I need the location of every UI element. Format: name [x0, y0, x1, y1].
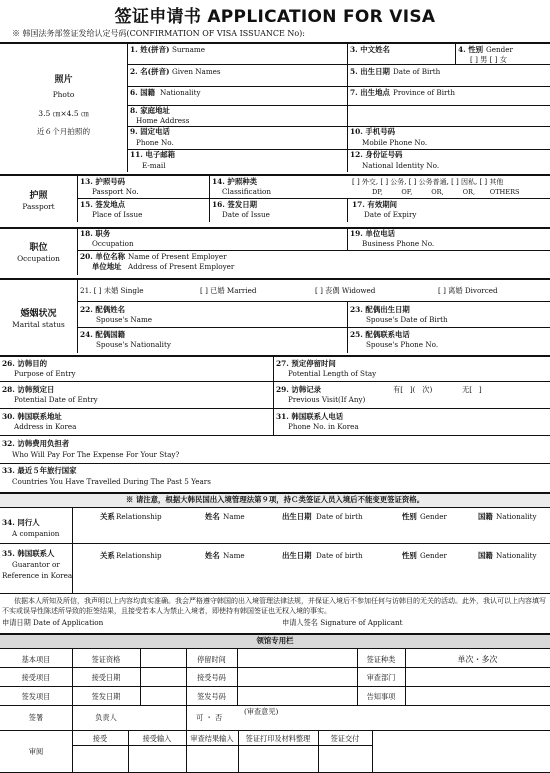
- issue-place-label: 15. 签发地点: [80, 200, 125, 209]
- c-review-dept: 审查部门: [366, 673, 396, 682]
- phone-label-en: Phone No.: [136, 138, 174, 147]
- length-of-stay-label-en: Potential Length of Stay: [288, 369, 377, 378]
- c-receive: 接受: [92, 734, 108, 743]
- c-accept-date: 接受日期: [91, 673, 121, 682]
- id-number-label: 12. 身份证号码: [350, 150, 403, 159]
- g-name-cn: 姓名: [205, 551, 220, 560]
- korea-address-label-en: Address in Korea: [14, 422, 77, 431]
- employer-address-label: 单位地址: [92, 262, 122, 271]
- c-gender-cn: 性别: [402, 512, 417, 521]
- c-basic-item: 基本项目: [21, 655, 51, 664]
- home-address-label-en: Home Address: [136, 116, 190, 125]
- expiry-label-en: Date of Expiry: [364, 210, 417, 219]
- business-phone-label-en: Business Phone No.: [362, 239, 435, 248]
- c-name-en: Name: [223, 512, 245, 521]
- c-approve[interactable]: 可 ・ 否: [196, 713, 223, 722]
- passport-type-label-en: Classification: [222, 187, 272, 196]
- issue-place-label-en: Place of Issue: [92, 210, 143, 219]
- previous-visit-options[interactable]: 有[ ]( 次) 无[ ]: [393, 385, 482, 394]
- c-name-cn: 姓名: [205, 512, 220, 521]
- marital-single-option[interactable]: 21. [ ] 未婚 Single: [80, 286, 144, 295]
- passport-number-label: 13. 护照号码: [80, 177, 125, 186]
- expiry-label: 17. 有效期间: [352, 200, 397, 209]
- g-rel-cn: 关系: [100, 551, 115, 560]
- c-issue-item: 签发项目: [21, 692, 51, 701]
- birth-place-label-en: Province of Birth: [393, 88, 455, 97]
- marital-divorced-option[interactable]: [ ] 离婚 Divorced: [438, 286, 498, 295]
- c-responsible: 负责人: [95, 713, 117, 722]
- spouse-name-label-en: Spouse's Name: [96, 315, 153, 324]
- chinese-name-label: 3. 中文姓名: [350, 45, 390, 54]
- photo-size: 3.5 ㎝×4.5 ㎝: [38, 109, 89, 118]
- g-nat-cn: 国籍: [478, 551, 493, 560]
- guarantor-label: 35. 韩国联系人: [2, 549, 55, 558]
- guarantor-label-en2: Reference in Korea: [2, 571, 73, 580]
- g-dob-cn: 出生日期: [282, 551, 312, 560]
- spouse-nationality-label: 24. 配偶国籍: [80, 330, 125, 339]
- c-rel-cn: 关系: [100, 512, 115, 521]
- employer-name-label-en: Name of Present Employer: [128, 252, 227, 261]
- passport-section-cn: 护照: [29, 191, 48, 201]
- passport-type-codes: DP, OF, OR, OR, OTHERS: [372, 188, 520, 196]
- korea-phone-label-en: Phone No. in Korea: [288, 422, 359, 431]
- c-stay-period: 停留时间: [197, 655, 226, 664]
- phone-label: 9. 固定电话: [130, 127, 170, 136]
- issue-date-label: 16. 签发日期: [212, 200, 257, 209]
- spouse-phone-label-en: Spouse's Phone No.: [366, 340, 439, 349]
- application-date-label: 申请日期 Date of Application: [2, 618, 104, 627]
- issue-date-label-en: Date of Issue: [222, 210, 270, 219]
- spouse-nationality-label-en: Spouse's Nationality: [96, 340, 171, 349]
- photo-label-en: Photo: [52, 90, 75, 99]
- birth-place-label: 7. 出生地点: [350, 88, 390, 97]
- gender-label-en: Gender: [486, 45, 513, 54]
- c-review: 审阅: [28, 747, 44, 756]
- applicant-signature-label: 申请人签名 Signature of Applicant: [282, 618, 403, 627]
- c-nat-en: Nationality: [496, 512, 537, 521]
- marital-section-en: Marital status: [12, 320, 65, 329]
- marital-married-option[interactable]: [ ] 已婚 Married: [200, 286, 257, 295]
- given-names-label-en: Given Names: [172, 67, 221, 76]
- passport-section-en: Passport: [22, 202, 55, 211]
- gender-label: 4. 性别: [458, 45, 484, 54]
- home-address-label: 8. 家庭地址: [130, 106, 170, 115]
- g-gender-cn: 性别: [402, 551, 417, 560]
- previous-visit-label-en: Previous Visit(If Any): [288, 395, 366, 404]
- c-accept-no: 接受号码: [197, 673, 226, 682]
- g-nat-en: Nationality: [496, 551, 537, 560]
- c-notice-items: 告知事项: [366, 692, 396, 701]
- c-dob-en: Date of birth: [316, 512, 363, 521]
- mobile-label: 10. 手机号码: [350, 127, 395, 136]
- c-visa-type: 签证种类: [366, 655, 396, 664]
- given-names-label: 2. 名(拼音): [130, 67, 170, 76]
- page-title: 签证申请书 APPLICATION FOR VISA: [114, 7, 436, 27]
- employer-name-label: 20. 单位名称: [80, 252, 125, 261]
- c-issue-no: 签发号码: [197, 692, 226, 701]
- c-rel-en: Relationship: [116, 512, 162, 521]
- surname-label: 1. 姓(拼音): [130, 45, 170, 54]
- companion-label-en: A companion: [12, 529, 60, 538]
- c-nat-cn: 国籍: [478, 512, 493, 521]
- nationality-label-en: Nationality: [160, 88, 201, 97]
- spouse-dob-label-en: Spouse's Date of Birth: [366, 315, 448, 324]
- entry-date-label: 28. 访韩预定日: [2, 385, 55, 394]
- c-visa-print: 签证打印及材料整理: [245, 734, 311, 743]
- birth-date-label-en: Date of Birth: [393, 67, 441, 76]
- c-dob-cn: 出生日期: [282, 512, 312, 521]
- companion-label: 34. 同行人: [2, 518, 40, 527]
- korea-phone-label: 31. 韩国联系人电话: [276, 412, 344, 421]
- korea-address-label: 30. 韩国联系地址: [2, 412, 62, 421]
- spouse-name-label: 22. 配偶姓名: [80, 305, 125, 314]
- photo-label-cn: 照片: [54, 75, 73, 85]
- previous-visit-label: 29. 访韩记录: [276, 385, 321, 394]
- purpose-label: 26. 访韩目的: [2, 359, 47, 368]
- spouse-dob-label: 23. 配偶出生日期: [350, 305, 410, 314]
- email-label: 11. 电子邮箱: [130, 150, 175, 159]
- birth-date-label: 5. 出生日期: [350, 67, 390, 76]
- occupation-section-en: Occupation: [17, 254, 60, 263]
- length-of-stay-label: 27. 预定停留时间: [276, 359, 336, 368]
- gender-options[interactable]: [ ] 男 [ ] 女: [470, 55, 508, 64]
- employer-address-label-en: Address of Present Employer: [128, 262, 235, 271]
- guarantor-label-en1: Guarantor or: [12, 560, 60, 569]
- travel-history-label: 33. 最近５年旅行国家: [2, 466, 77, 475]
- c-issue-date: 签发日期: [91, 692, 121, 701]
- visa-notice: ※ 请注意，根据大韩民国出入境管理法第９项，持Ｃ类签证人员入境后不能变更签证资格。: [125, 495, 425, 504]
- g-name-en: Name: [223, 551, 245, 560]
- photo-note: 近６个月拍照的: [36, 127, 91, 136]
- c-gender-en: Gender: [420, 512, 447, 521]
- business-phone-label: 19. 单位电话: [350, 229, 395, 238]
- expense-payer-label-en: Who Will Pay For The Expense For Your Stay?: [12, 450, 180, 459]
- email-label-en: E-mail: [142, 161, 166, 170]
- declaration-text: 依据本人所知及所信，我声明以上内容均真实准确。我会严格遵守韩国的出入境管理法律法规，并保证入境后不参加任何与访韩目的无关的活动。此外，我认可以上内容填写不实或误导性陈述所导致的拒签结果，且接受若本人为禁止入境者，即使持有韩国签证也无权入境的事实。: [2, 597, 546, 615]
- id-number-label-en: National Identity No.: [362, 161, 440, 170]
- c-accept-item: 接受项目: [21, 673, 51, 682]
- entry-date-label-en: Potential Date of Entry: [14, 395, 98, 404]
- travel-history-label-en: Countries You Have Travelled During The Past 5 Years: [12, 477, 211, 486]
- c-visa-delivery: 签证交付: [330, 734, 360, 743]
- nationality-label: 6. 国籍: [130, 88, 156, 97]
- c-visa-status: 签证资格: [91, 655, 121, 664]
- passport-type-options[interactable]: [ ] 外交, [ ] 公务, [ ] 公务普通, [ ] 因私, [ ] 其他: [352, 178, 504, 186]
- consulate-header: 领馆专用栏: [256, 636, 294, 645]
- confirmation-number-label: ※ 韩国法务部签证发给认定号码(CONFIRMATION OF VISA ISSUANCE No):: [12, 29, 305, 38]
- g-gender-en: Gender: [420, 551, 447, 560]
- passport-type-label: 14. 护照种类: [212, 177, 257, 186]
- spouse-phone-label: 25. 配偶联系电话: [350, 330, 410, 339]
- mobile-label-en: Mobile Phone No.: [362, 138, 428, 147]
- g-rel-en: Relationship: [116, 551, 162, 560]
- c-review-opinion: (审查意见): [244, 707, 279, 716]
- passport-number-label-en: Passport No.: [92, 187, 139, 196]
- g-dob-en: Date of birth: [316, 551, 363, 560]
- c-signature: 签署: [28, 713, 44, 722]
- purpose-label-en: Purpose of Entry: [14, 369, 76, 378]
- occupation-section-cn: 职位: [29, 243, 48, 253]
- c-result-input: 审查结果输入: [190, 734, 234, 743]
- expense-payer-label: 32. 访韩费用负担者: [2, 439, 70, 448]
- c-receive-input: 接受输入: [142, 734, 172, 743]
- surname-label-en: Surname: [172, 45, 205, 54]
- marital-widowed-option[interactable]: [ ] 丧偶 Widowed: [315, 286, 376, 295]
- occupation-label: 18. 职务: [80, 229, 111, 238]
- occupation-label-en: Occupation: [92, 239, 134, 248]
- marital-section-cn: 婚姻状况: [20, 309, 57, 319]
- c-single-multi[interactable]: 单次・多次: [457, 655, 498, 664]
